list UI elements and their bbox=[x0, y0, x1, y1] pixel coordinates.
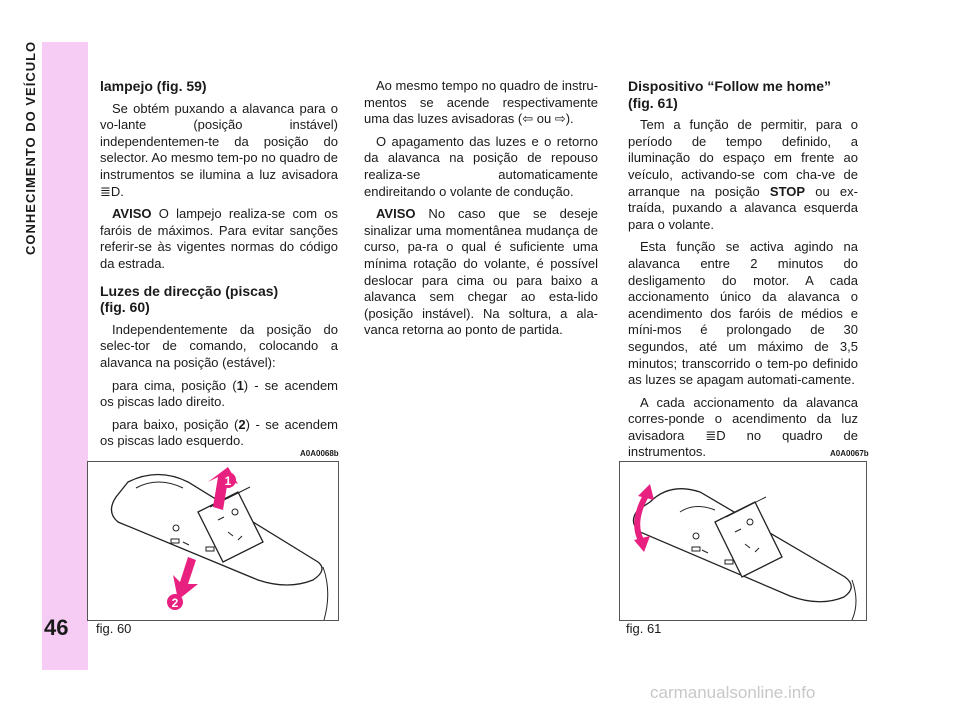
arrow-head-icon bbox=[638, 484, 654, 500]
stalk-illustration bbox=[88, 462, 338, 620]
figure-code: A0A0068b bbox=[300, 449, 339, 458]
section-title: CONHECIMENTO DO VEÍCULO bbox=[23, 40, 38, 255]
paragraph: Tem a função de permitir, para o período de tempo definido, a iluminação do espaço em frente ao veículo, activando-se com cha-ve de arranque na posição STOP ou ex-traída, puxando a alavanca esquerda para o volante. bbox=[628, 117, 858, 232]
warning-paragraph: AVISO O lampejo realiza-se com os faróis de máximos. Para evitar sanções referir-se às vigentes normas do código da estrada. bbox=[100, 206, 338, 271]
arrow-head-icon bbox=[634, 536, 650, 552]
warning-paragraph: AVISO No caso que se deseje sinalizar uma momentânea mudança de curso, pa-ra o qual é suficiente uma mínima rotação do volante, é possível deslocar para cima ou para baixo a alavanca sem chegar ao esta-lido (posição instável). Na soltura, a ala-vanca retorna ao ponto de partida. bbox=[364, 206, 598, 338]
column-3 bbox=[628, 78, 858, 467]
figure-60 bbox=[87, 461, 339, 621]
paragraph: Esta função se activa agindo na alavanca entre 2 minutos do desligamento do motor. A cada accionamento único da alavanca o acendimento dos faróis de médios e míni-mos é prolongado de 30 segundos, até um máximo de 3,5 minutos; transcorrido o tem-po definido as luzes se apagam automati-camente. bbox=[628, 239, 858, 388]
stalk-illustration bbox=[620, 462, 866, 620]
watermark: carmanualsonline.info bbox=[650, 683, 816, 702]
warning-label: AVISO bbox=[376, 206, 416, 222]
arrow-down-icon bbox=[173, 557, 198, 600]
warning-label: AVISO bbox=[112, 206, 152, 222]
position-1-label: 1 bbox=[224, 474, 232, 488]
paragraph: A cada accionamento da alavanca corres-ponde o acendimento da luz avisadora ≣D no quadro de instrumentos. bbox=[628, 394, 858, 460]
side-band bbox=[42, 42, 88, 670]
paragraph: Independentemente da posição do selec-tor de comando, colocando a alavanca na posição (estável): bbox=[100, 321, 338, 370]
paragraph: para baixo, posição (2) - se acendem os piscas lado esquerdo. bbox=[100, 416, 338, 449]
column-2 bbox=[364, 78, 598, 345]
paragraph: para cima, posição (1) - se acendem os piscas lado direito. bbox=[100, 377, 338, 410]
figure-caption: fig. 61 bbox=[626, 621, 662, 636]
figure-caption: fig. 60 bbox=[96, 621, 132, 636]
heading-lampejo: lampejo (fig. 59) bbox=[100, 78, 207, 94]
position-2-label: 2 bbox=[171, 596, 179, 610]
figure-code: A0A0067b bbox=[830, 449, 869, 458]
heading-piscas: Luzes de direcção (piscas) (fig. 60) bbox=[100, 282, 279, 316]
page-number: 46 bbox=[44, 615, 69, 640]
column-1 bbox=[100, 78, 338, 456]
paragraph: O apagamento das luzes e o retorno da alavanca na posição de repouso realiza-se automaticamente endireitando o volante de condução. bbox=[364, 133, 598, 199]
paragraph: Se obtém puxando a alavanca para o vo-lante (posição instável) independentemen-te da posição do selector. Ao mesmo tem-po no quadro de instrumentos se ilumina a luz avisadora ≣D. bbox=[100, 100, 338, 199]
paragraph: Ao mesmo tempo no quadro de instru-mentos se acende respectivamente uma das luzes avisadoras (⇦ ou ⇨). bbox=[364, 78, 598, 127]
heading-follow-me-home: Dispositivo “Follow me home” (fig. 61) bbox=[628, 78, 832, 111]
figure-61 bbox=[619, 461, 867, 621]
